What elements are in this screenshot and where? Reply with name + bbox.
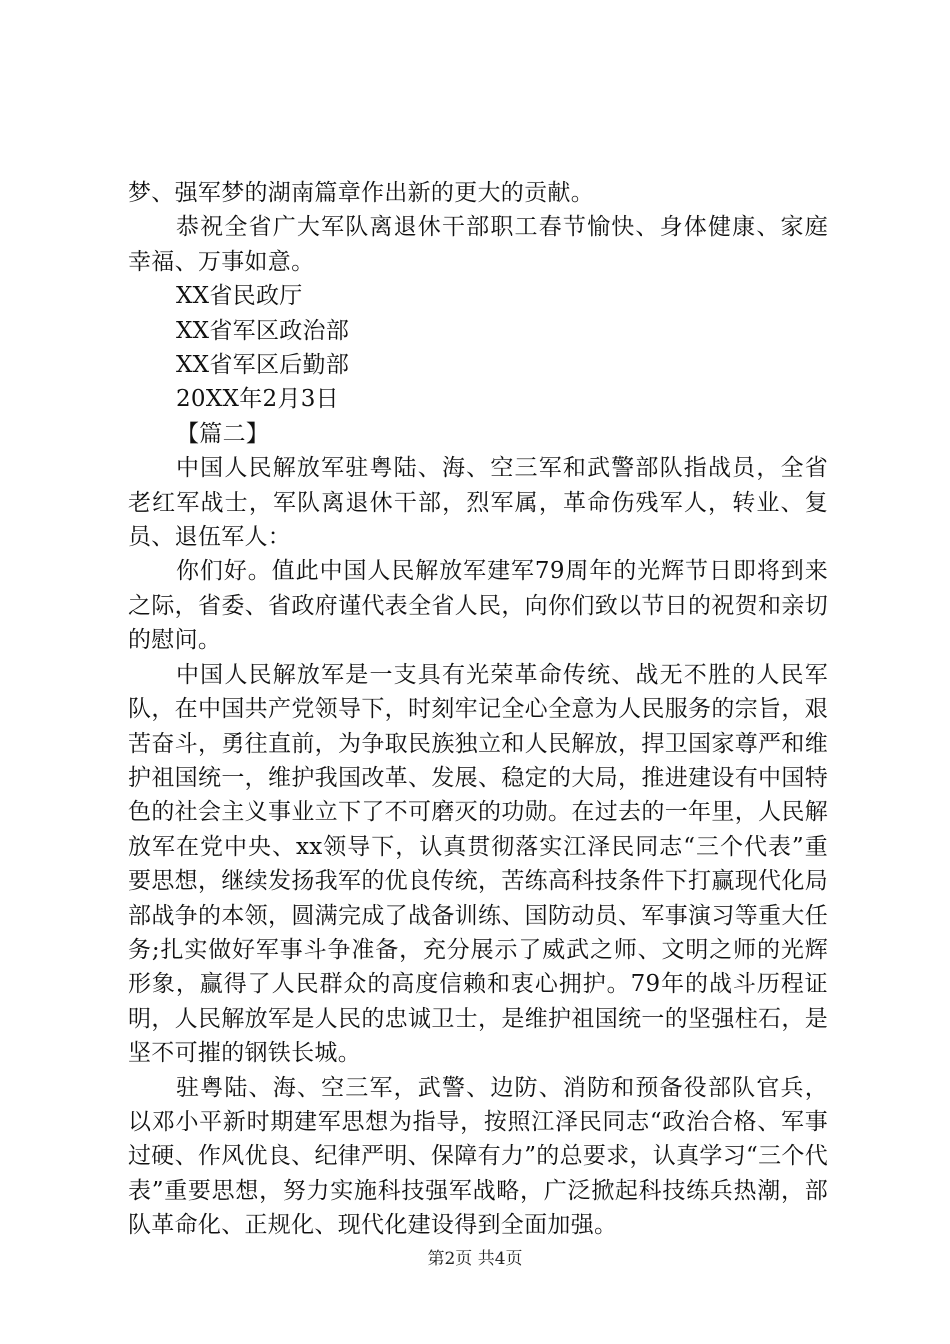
paragraph-continuation: 梦、强军梦的湖南篇章作出新的更大的贡献。 [128, 180, 594, 206]
paragraph-body-2: 驻粤陆、海、空三军，武警、边防、消防和预备役部队官兵，以邓小平新时期建军思想为指导，按照江泽民同志“政治合格、军事过硬、作风优良、纪律严明、保障有力”的总要求，认真学习“三个代表”重要思想，努力实施科技强军战略，广泛掀起科技练兵热潮，部队革命化、正规化、现代化建设得到全面加强。 [128, 1074, 828, 1239]
signature-date: 20XX年2月3日 [176, 386, 339, 413]
signature-line-1: XX省民政厅 [176, 283, 303, 310]
signature-line-3: XX省军区后勤部 [176, 352, 350, 379]
paragraph-addressees: 中国人民解放军驻粤陆、海、空三军和武警部队指战员，全省老红军战士，军队离退休干部，烈军属，革命伤残军人，转业、复员、退伍军人： [128, 455, 828, 551]
paragraph-salutation: 你们好。值此中国人民解放军建军79周年的光辉节日即将到来之际，省委、省政府谨代表全省人民，向你们致以节日的祝贺和亲切的慰问。 [128, 558, 828, 654]
paragraph-body-1: 中国人民解放军是一支具有光荣革命传统、战无不胜的人民军队，在中国共产党领导下，时刻牢记全心全意为人民服务的宗旨，艰苦奋斗，勇往直前，为争取民族独立和人民解放，捍卫国家尊严和维护祖国统一，维护我国改革、发展、稳定的大局，推进建设有中国特色的社会主义事业立下了不可磨灭的功勋。在过去的一年里，人民解放军在党中央、xx领导下，认真贯彻落实江泽民同志“三个代表”重要思想，继续发扬我军的优良传统，苦练高科技条件下打赢现代化局部战争的本领，圆满完成了战备训练、国防动员、军事演习等重大任务;扎实做好军事斗争准备，充分展示了威武之师、文明之师的光辉形象，赢得了人民群众的高度信赖和衷心拥护。79年的战斗历程证明，人民解放军是人民的忠诚卫士，是维护祖国统一的坚强柱石，是坚不可摧的钢铁长城。 [128, 661, 828, 1067]
page-number-footer: 第2页 共4页 [427, 1249, 523, 1269]
paragraph-greeting: 恭祝全省广大军队离退休干部职工春节愉快、身体健康、家庭幸福、万事如意。 [128, 214, 828, 275]
section-heading: 【篇二】 [176, 420, 270, 447]
signature-line-2: XX省军区政治部 [176, 317, 350, 344]
document-body [128, 176, 828, 1243]
